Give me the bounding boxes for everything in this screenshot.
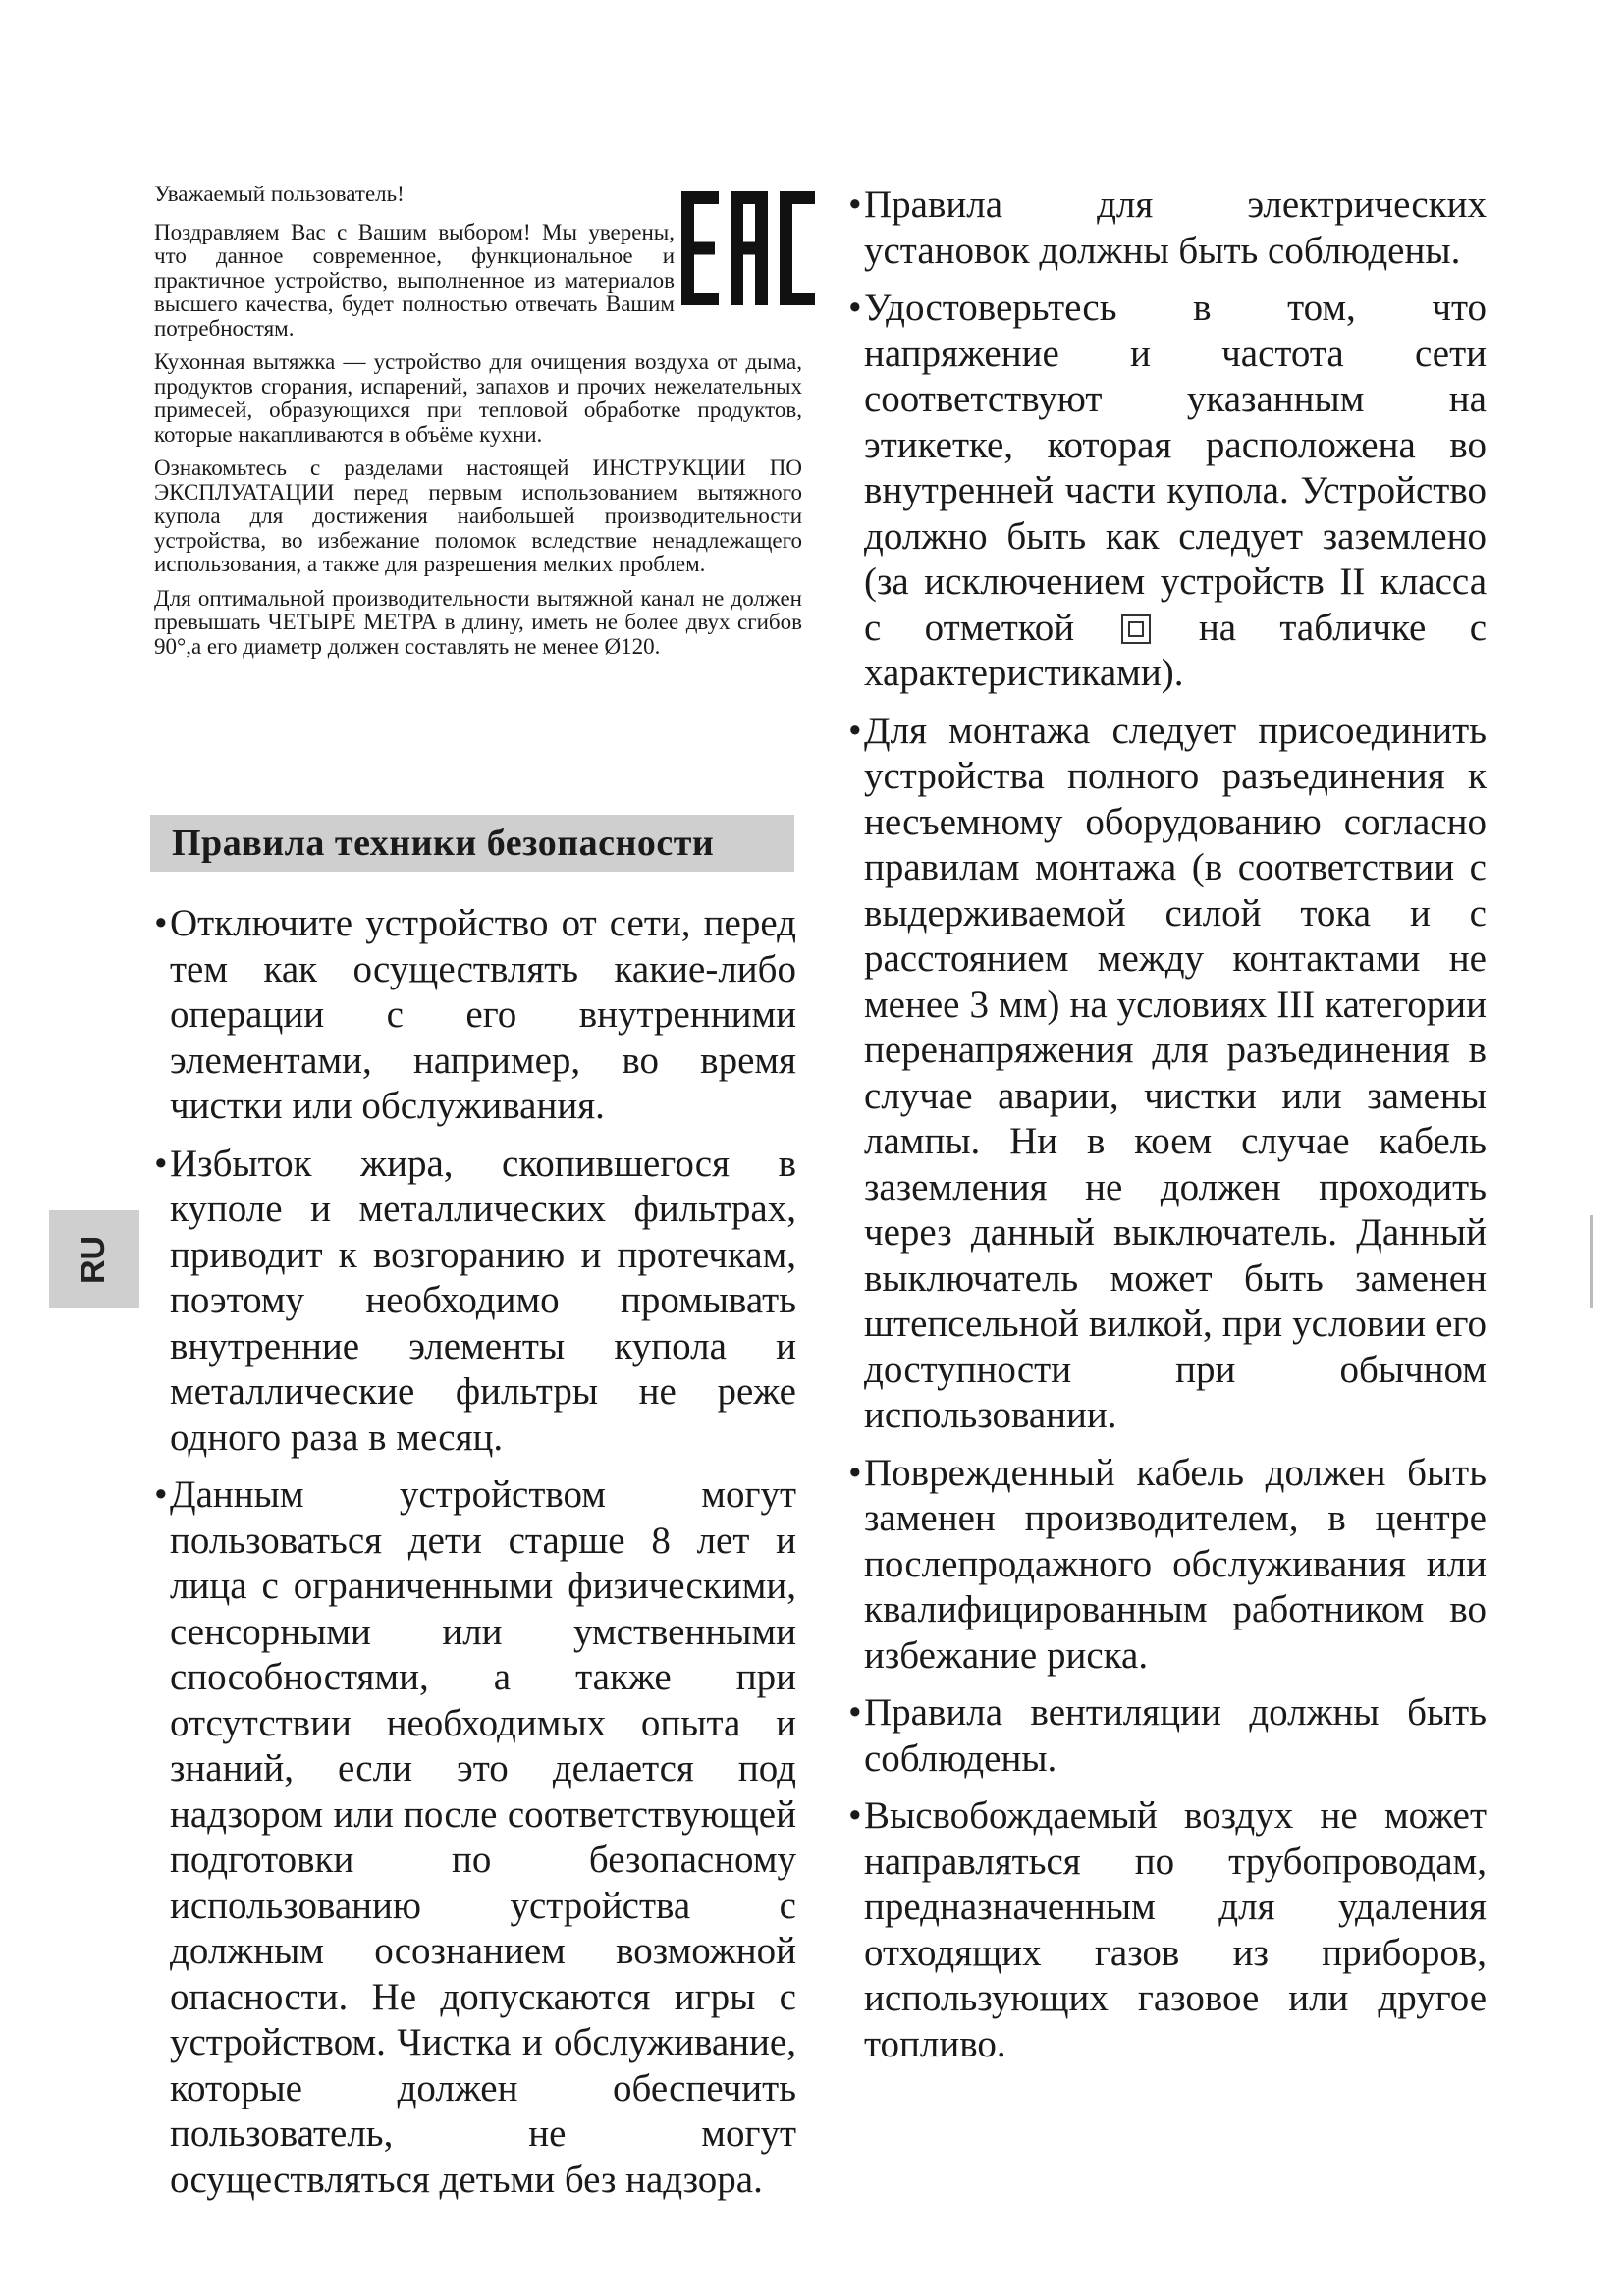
margin-bar — [1590, 1215, 1593, 1308]
bullet: • — [848, 1451, 862, 1494]
safety-item-electrical: • Правила для электрических установок должны быть соблюдены. — [848, 184, 1487, 272]
safety-list-left — [154, 901, 796, 2215]
language-tab-label: RU — [75, 1235, 113, 1284]
greeting-text: Уважаемый пользователь! — [154, 182, 405, 206]
safety-heading — [150, 815, 794, 872]
safety-item-ventilation: • Правила вентиляции должны быть соблюдены. — [848, 1691, 1487, 1780]
safety-item-voltage: • Удостоверьтесь в том, что напряжение и частота сети соответствуют указанным на этикетке, которая расположена во внутренней части купола. Устройство должно быть как следует заземлено (за исключением устройств II класса с отметкой на табличке с характеристиками). — [848, 287, 1488, 694]
language-tab — [49, 1210, 139, 1308]
safety-item-grease: • Избыток жира, скопившегося в куполе и металлических фильтрах, приводит к возгоранию и протечкам, поэтому необходимо промывать внутренние элементы купола и металлические фильтры не реже одного раза в месяц. — [154, 1142, 796, 1459]
safety-heading-text: Правила техники безопасности — [172, 823, 715, 864]
congrats-text: Поздравляем Вас с Вашим выбором! Мы уверены, что данное современное, функциональное и практичное устройство, выполненное из материалов высшего качества, будет полностью отвечать Вашим потребностям. — [154, 219, 675, 341]
safety-item-children: • Данным устройством могут пользоваться дети старше 8 лет и лица с ограниченными физическими, сенсорными или умственными способностями, а также при отсутствии необходимых опыта и знаний, если это делается под надзором или после соответствующей подготовки по безопасному использованию устройства с должным осознанием возможной опасности. Не допускаются игры с устройством. Чистка и обслуживание, которые должен обеспечить пользователь, не могут осуществляться детьми без надзора. — [154, 1473, 796, 2201]
bullet: • — [848, 287, 862, 329]
hood-description-text: Кухонная вытяжка — устройство для очищения воздуха от дыма, продуктов сгорания, испарений, запахов и прочих нежелательных примесей, образующихся при тепловой обработке продуктов, которые накапливаются в объёме кухни. — [154, 349, 802, 447]
safety-item-mounting: • Для монтажа следует присоединить устройства полного разъединения к несъемному оборудованию согласно правилам монтажа (в соответствии с выдерживаемой силой тока и с расстоянием между контактами не менее 3 мм) на условиях III категории перенапряжения для разъединения в случае аварии, чистки или замены лампы. Ни в коем случае кабель заземления не должен проходить через данный выключатель. Данный выключатель может быть заменен штепсельной вилкой, при условии его доступности при обычном использовании. — [848, 709, 1487, 1436]
bullet: • — [848, 709, 862, 752]
safety-item-exhaust: • Высвобождаемый воздух не может направляться по трубопроводам, предназначенным для удаления отходящих газов из приборов, использующих газовое или другое топливо. — [848, 1794, 1487, 2065]
duct-requirements-text: Для оптимальной производительности вытяжной канал не должен превышать ЧЕТЫРЕ МЕТРА в длину, иметь не более двух сгибов 90°,а его диаметр должен составлять не менее Ø120. — [154, 585, 802, 659]
bullet: • — [154, 1142, 168, 1185]
bullet: • — [848, 184, 862, 226]
bullet: • — [154, 1473, 168, 1516]
bullet: • — [848, 1794, 862, 1837]
bullet: • — [848, 1691, 862, 1734]
double-insulation-icon — [1121, 614, 1151, 644]
read-manual-text: Ознакомьтесь с разделами настоящей ИНСТРУКЦИИ ПО ЭКСПЛУАТАЦИИ перед первым использованием вытяжного купола для достижения наибольшей производительности устройства, во избежание поломок вследствие ненадлежащего использования, а также для разрешения мелких проблем. — [154, 455, 802, 576]
safety-item-cable: • Поврежденный кабель должен быть заменен производителем, в центре послепродажного обслуживания или квалифицированным работником во избежание риска. — [848, 1451, 1487, 1677]
eac-logo — [681, 191, 815, 305]
safety-list-right — [848, 183, 1487, 2079]
bullet: • — [154, 902, 168, 944]
safety-item-disconnect: • Отключите устройство от сети, перед тем как осуществлять какие-либо операции с его внутренними элементами, например, во время чистки или обслуживания. — [154, 902, 796, 1127]
